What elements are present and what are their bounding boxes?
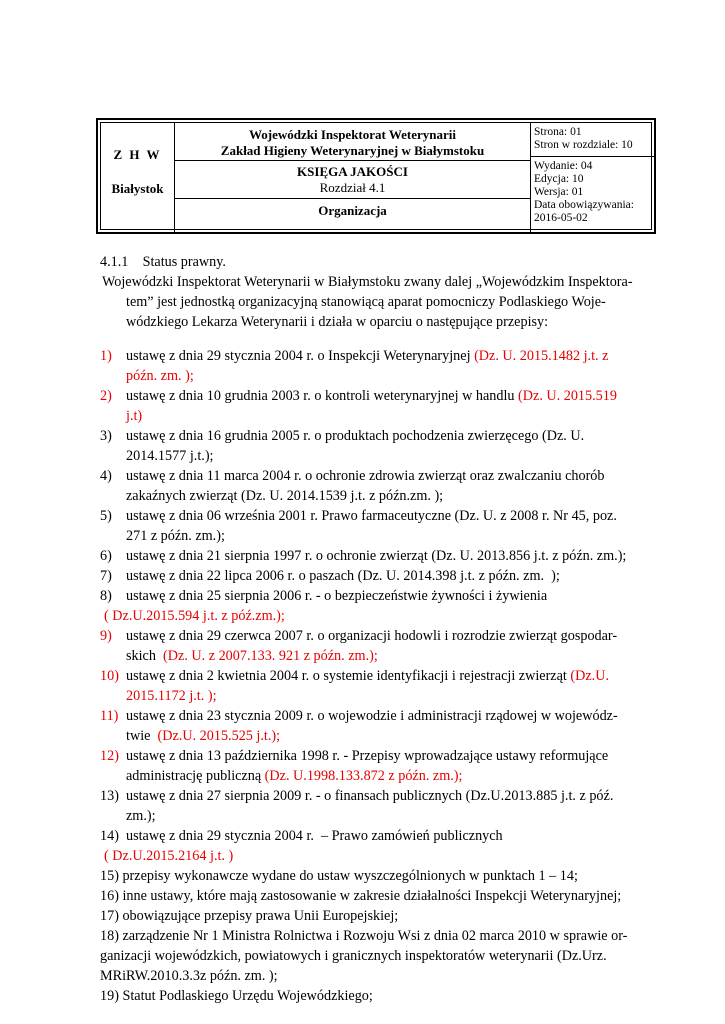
list-item-continuation [100,766,660,786]
unit-city: Białystok [111,181,164,196]
list-item [100,786,660,806]
list-item-text: ustawę z dnia 16 grudnia 2005 r. o produktach pochodzenia zwierzęcego (Dz. U. [126,428,585,444]
list-item-citation: 2015.1172 j.t. ); [126,688,217,704]
header-right-cell [531,123,655,233]
page-info: Strona: 01 Stron w rozdziale: 10 [531,123,655,157]
list-item-citation: (Dz. U. z 2007.133. 921 z późn. zm.); [163,648,378,664]
list-item-text: ustawę z dnia 29 stycznia 2004 r. o Inspekcji Weterynaryjnej [126,348,475,364]
list-item-text: 271 z późn. zm.); [126,528,225,544]
list-item-continuation [100,366,660,386]
list-item-citation: (Dz.U. [570,668,610,684]
list-item-number: 11) [100,708,119,724]
intro-line-3: wódzkiego Lekarza Weterynarii i działa w oparciu o następujące przepisy: [126,314,549,330]
list-item-continuation [100,846,660,866]
list-item-text: 2014.1577 j.t.); [126,448,214,464]
list-item [100,826,660,846]
list-item-citation: (Dz. U. 2015.519 [518,388,617,404]
header-table [96,118,656,234]
list-item-continuation [100,406,660,426]
tail-line: 19) Statut Podlaskiego Urzędu Wojewódzkiego; [100,988,373,1004]
list-item [100,466,660,486]
list-item-continuation [100,526,660,546]
list-item-text: twie [126,728,158,744]
organization-name: Wojewódzki Inspektorat Weterynarii Zakład Higieny Weterynaryjnej w Białymstoku [175,123,530,161]
list-item-continuation [100,686,660,706]
edition-info: Wydanie: 04 Edycja: 10 Wersja: 01 Data obowiązywania: 2016-05-02 [534,160,634,224]
list-item-text: ustawę z dnia 13 października 1998 r. - Przepisy wprowadzające ustawy reformujące [126,748,609,764]
list-item [100,706,660,726]
list-item-text: ustawę z dnia 27 sierpnia 2009 r. - o finansach publicznych (Dz.U.2013.885 j.t. z póź. [126,788,614,804]
tail-line: 18) zarządzenie Nr 1 Ministra Rolnictwa i Rozwoju Wsi z dnia 02 marca 2010 w sprawie or- [100,928,628,944]
section-heading: 4.1.1 Status prawny. [100,254,226,270]
list-item-text: skich [126,648,164,664]
list-item-number: 9) [100,628,112,644]
list-item-text: ustawę z dnia 29 stycznia 2004 r. – Prawo zamówień publicznych [126,828,503,844]
list-item-citation: (Dz. U. 2015.1482 j.t. z [474,348,609,364]
list-item [100,546,660,566]
list-item-continuation [100,646,660,666]
list-item-continuation [100,446,660,466]
unit-code: Z H W [113,147,162,162]
book-title: KSIĘGA JAKOŚCI [297,164,408,179]
list-item-number: 5) [100,508,112,524]
list-item-number: 12) [100,748,119,764]
list-item-number: 3) [100,428,112,444]
list-item-citation: j.t) [126,408,143,424]
list-item [100,426,660,446]
list-item-continuation [100,806,660,826]
list-item-citation: ( Dz.U.2015.594 j.t. z póź.zm.); [104,608,285,624]
tail-line: 17) obowiązujące przepisy prawa Unii Europejskiej; [100,908,399,924]
list-item-text: ustawę z dnia 22 lipca 2006 r. o paszach (Dz. U. 2014.398 j.t. z późn. zm. ); [126,568,560,584]
list-item-number: 2) [100,388,112,404]
list-item-number: 8) [100,588,112,604]
list-item [100,386,660,406]
book-chapter [175,161,530,199]
list-item-continuation [100,606,660,626]
list-item-citation: (Dz. U.1998.133.872 z późn. zm.); [264,768,463,784]
list-item [100,746,660,766]
list-item-number: 1) [100,348,112,364]
list-item-text: ustawę z dnia 10 grudnia 2003 r. o kontroli weterynaryjnej w handlu [126,388,519,404]
list-item-text: ustawę z dnia 11 marca 2004 r. o ochronie zdrowia zwierząt oraz zwalczaniu chorób [126,468,605,484]
header-middle-cell [175,123,531,233]
list-item-citation: późn. zm. ); [126,368,194,384]
tail-line: ganizacji wojewódzkich, powiatowych i granicznych inspektoratów weterynarii (Dz.Urz. [100,948,607,964]
list-item-number: 4) [100,468,112,484]
section-title: Organizacja [318,203,387,218]
list-item [100,586,660,606]
list-item-text: ustawę z dnia 21 sierpnia 1997 r. o ochronie zwierząt (Dz. U. 2013.856 j.t. z późn. zm.); [126,548,627,564]
tail-line: 15) przepisy wykonawcze wydane do ustaw wyszczególnionych w punktach 1 – 14; [100,868,578,884]
intro-line-1: Wojewódzki Inspektorat Weterynarii w Białymstoku zwany dalej „Wojewódzkim Inspektora- [102,274,633,290]
list-item [100,346,660,366]
list-item-number: 14) [100,828,119,844]
list-item-citation: (Dz.U. 2015.525 j.t.); [157,728,281,744]
list-item-text: ustawę z dnia 2 kwietnia 2004 r. o systemie identyfikacji i rejestracji zwierząt [126,668,571,684]
list-item-citation: ( Dz.U.2015.2164 j.t. ) [104,848,234,864]
list-item-text: ustawę z dnia 25 sierpnia 2006 r. - o bezpieczeństwie żywności i żywienia [126,588,548,604]
list-item [100,506,660,526]
legal-basis-tail [100,866,660,1006]
list-item-continuation [100,486,660,506]
list-item-text: ustawę z dnia 29 czerwca 2007 r. o organizacji hodowli i rozrodzie zwierząt gospodar- [126,628,618,644]
document-body [100,252,660,1006]
list-item-text: administrację publiczną [126,768,265,784]
tail-line: MRiRW.2010.3.3z późn. zm. ); [100,968,278,984]
tail-line: 16) inne ustawy, które mają zastosowanie w zakresie działalności Inspekcji Weterynaryjnej; [100,888,622,904]
legal-basis-list [100,346,660,866]
list-item-text: ustawę z dnia 06 września 2001 r. Prawo farmaceutyczne (Dz. U. z 2008 r. Nr 45, poz. [126,508,617,524]
chapter-label: Rozdział 4.1 [319,180,386,195]
list-item-number: 7) [100,568,112,584]
list-item [100,566,660,586]
intro-line-2: tem” jest jednostką organizacyjną stanowiącą aparat pomocniczy Podlaskiego Woje- [126,294,606,310]
list-item-text: zm.); [126,808,156,824]
list-item-number: 13) [100,788,119,804]
list-item-continuation [100,726,660,746]
list-item [100,666,660,686]
list-item-text: zakaźnych zwierząt (Dz. U. 2014.1539 j.t. z późn.zm. ); [126,488,444,504]
list-item-text: ustawę z dnia 23 stycznia 2009 r. o wojewodzie i administracji rządowej w wojewódz- [126,708,618,724]
list-item-number: 10) [100,668,119,684]
list-item-number: 6) [100,548,112,564]
header-left-cell [101,123,175,233]
list-item [100,626,660,646]
